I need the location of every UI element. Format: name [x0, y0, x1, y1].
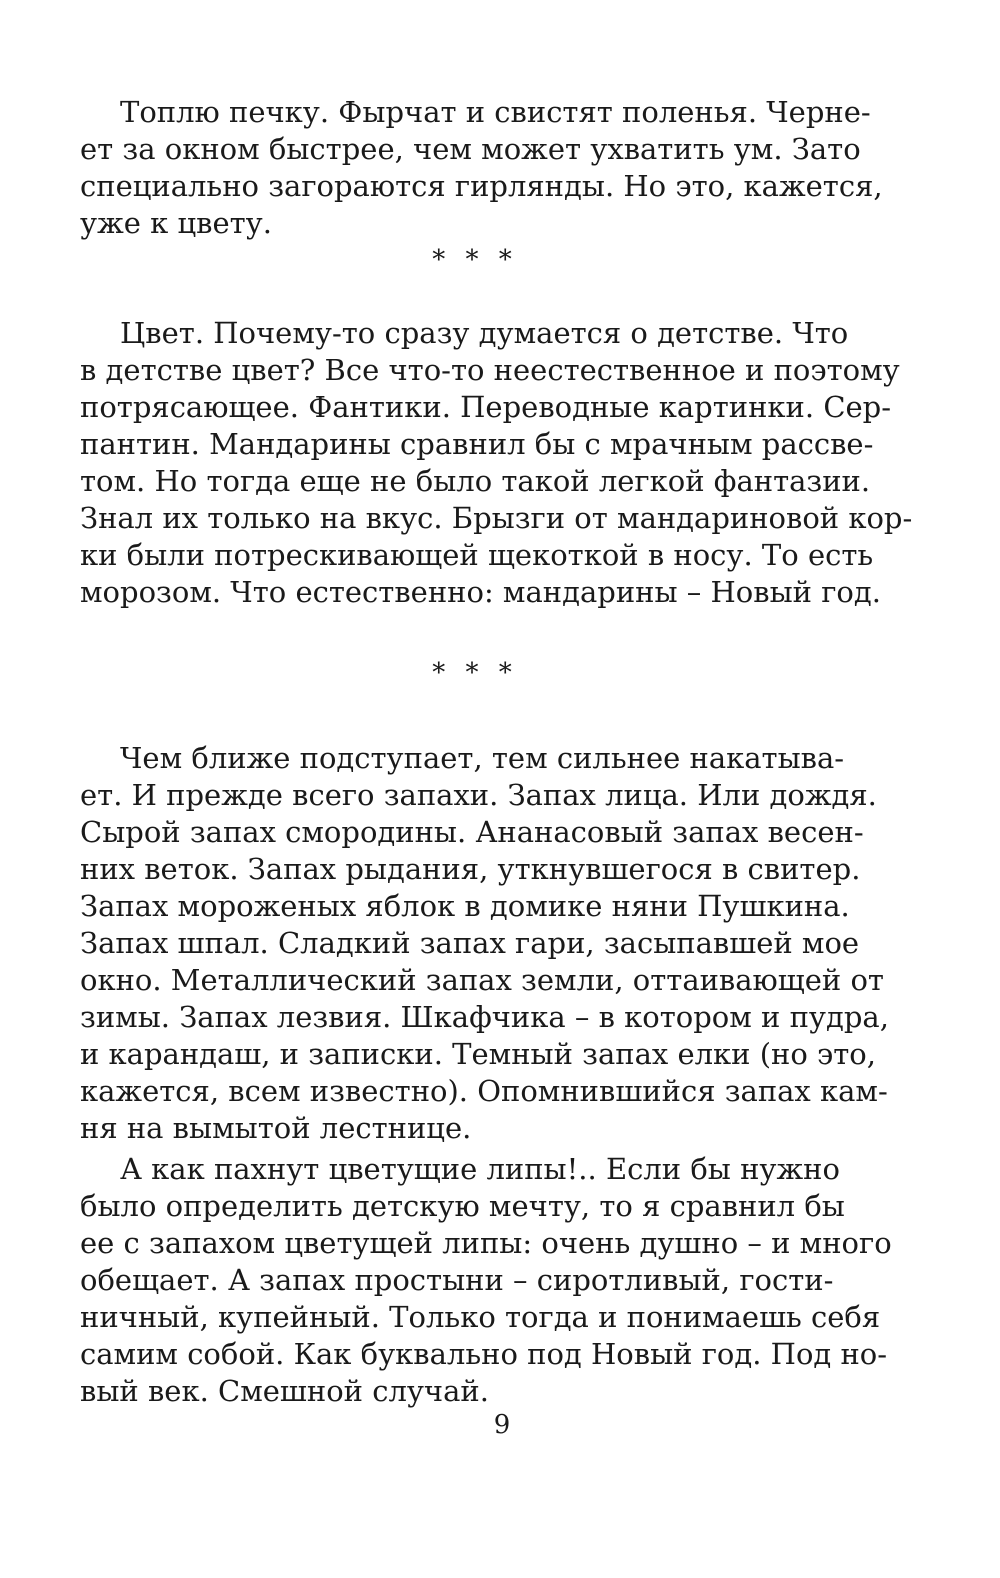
- text-line: специально загораются гирлянды. Но это, кажется,: [80, 169, 883, 203]
- text-line: окно. Металлический запах земли, оттаивающей от: [80, 963, 884, 997]
- text-line: ничный, купейный. Только тогда и понимаешь себя: [80, 1300, 881, 1334]
- text-line: потрясающее. Фантики. Переводные картинки. Сер-: [80, 390, 892, 424]
- text-line: А как пахнут цветущие липы!.. Если бы нужно: [120, 1152, 840, 1186]
- text-line: ее с запахом цветущей липы: очень душно – и много: [80, 1226, 892, 1260]
- text-line: обещает. А запах простыни – сиротливый, гости-: [80, 1263, 834, 1297]
- text-line: было определить детскую мечту, то я сравнил бы: [80, 1189, 845, 1223]
- text-line: Запах шпал. Сладкий запах гари, засыпавшей мое: [80, 926, 860, 960]
- text-line: зимы. Запах лезвия. Шкафчика – в котором и пудра,: [80, 1000, 889, 1034]
- text-line: вый век. Смешной случай.: [80, 1374, 489, 1408]
- section-separator: * * *: [432, 245, 518, 275]
- paragraph-stoking-stove: [80, 94, 883, 242]
- text-line: кажется, всем известно). Опомнившийся запах кам-: [80, 1074, 888, 1108]
- text-line: Знал их только на вкус. Брызги от мандариновой кор-: [80, 501, 913, 535]
- text-line: ет. И прежде всего запахи. Запах лица. Или дождя.: [80, 778, 877, 812]
- paragraph-smells: [80, 740, 889, 1147]
- text-line: Чем ближе подступает, тем сильнее накатыва-: [120, 741, 845, 775]
- page-number: 9: [493, 1410, 511, 1440]
- text-line: и карандаш, и записки. Темный запах елки (но это,: [80, 1037, 876, 1071]
- text-line: уже к цвету.: [80, 206, 272, 240]
- text-line: ня на вымытой лестнице.: [80, 1111, 472, 1145]
- text-line: Цвет. Почему-то сразу думается о детстве. Что: [120, 316, 849, 350]
- paragraph-linden: [80, 1151, 892, 1410]
- text-line: Сырой запах смородины. Ананасовый запах весен-: [80, 815, 864, 849]
- text-line: Запах мороженых яблок в домике няни Пушкина.: [80, 889, 850, 923]
- text-line: ет за окном быстрее, чем может ухватить ум. Зато: [80, 132, 861, 166]
- text-line: самим собой. Как буквально под Новый год. Под но-: [80, 1337, 888, 1371]
- text-line: ки были потрескивающей щекоткой в носу. То есть: [80, 538, 874, 572]
- paragraph-color: [80, 315, 913, 611]
- text-line: пантин. Мандарины сравнил бы с мрачным рассве-: [80, 427, 874, 461]
- text-line: в детстве цвет? Все что-то неестественное и поэтому: [80, 353, 900, 387]
- page-body: [80, 94, 913, 1410]
- section-separator: * * *: [432, 658, 518, 688]
- text-line: морозом. Что естественно: мандарины – Новый год.: [80, 575, 881, 609]
- text-line: том. Но тогда еще не было такой легкой фантазии.: [80, 464, 871, 498]
- text-line: Топлю печку. Фырчат и свистят поленья. Черне-: [120, 95, 871, 129]
- text-line: них веток. Запах рыдания, уткнувшегося в свитер.: [80, 852, 861, 886]
